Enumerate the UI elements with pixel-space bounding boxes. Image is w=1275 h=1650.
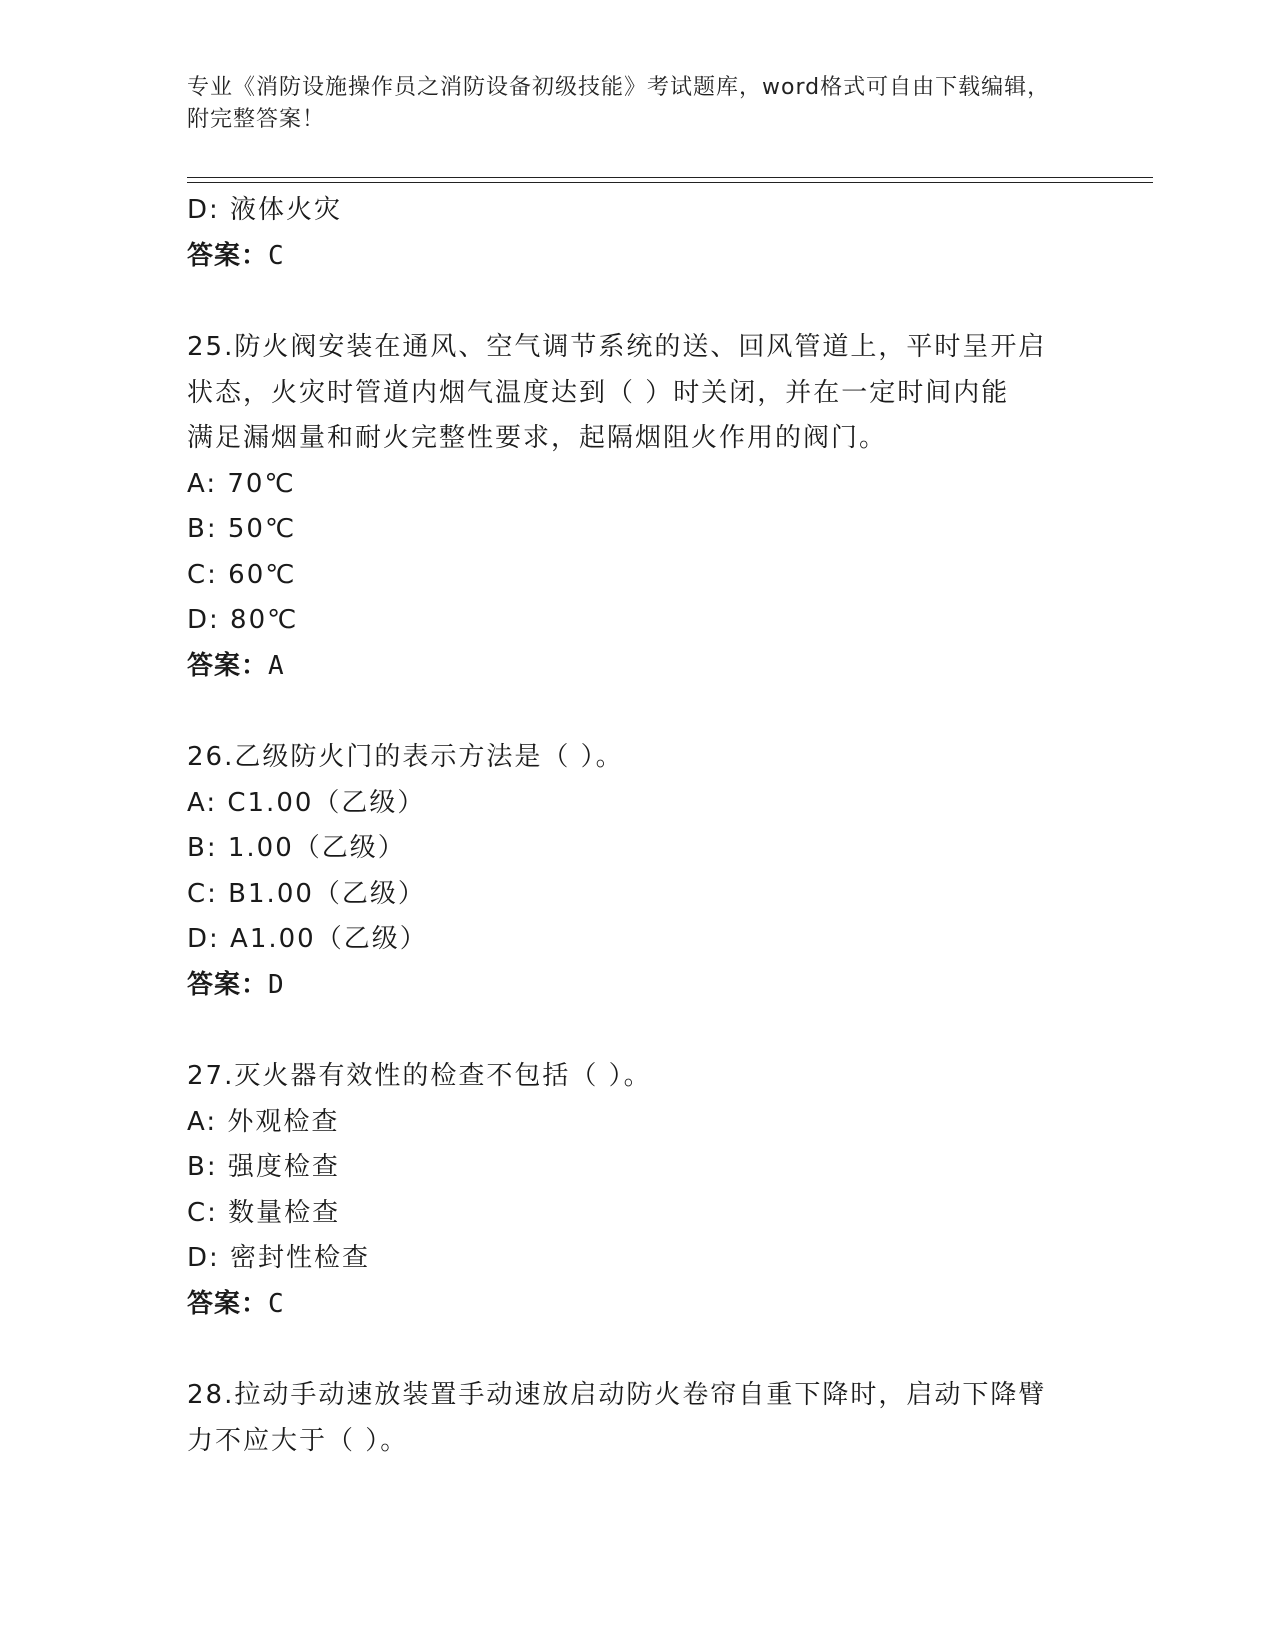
question-stem: 27.灭火器有效性的检查不包括（ ）。 xyxy=(187,1061,652,1091)
answer-value: A xyxy=(268,650,285,681)
answer-label: 答案： xyxy=(187,650,269,681)
question-stem: 26.乙级防火门的表示方法是（ ）。 xyxy=(187,742,624,772)
answer-line xyxy=(187,1282,1087,1328)
option-a: A: 外观检查 xyxy=(187,1106,340,1137)
header-divider-double xyxy=(187,182,1153,183)
header-divider xyxy=(187,177,1153,178)
answer-label: 答案： xyxy=(187,969,269,1000)
option-b: B: 1.00（乙级） xyxy=(187,833,406,863)
question-28 xyxy=(187,1373,1087,1464)
answer-label: 答案： xyxy=(187,1288,269,1319)
option-d: D: A1.00（乙级） xyxy=(187,924,428,954)
question-27 xyxy=(187,1054,1087,1327)
answer-line xyxy=(187,644,1087,690)
option-d: D: 液体火灾 xyxy=(187,195,343,225)
question-gap xyxy=(187,1008,1087,1054)
option-c: C: B1.00（乙级） xyxy=(187,878,426,909)
answer-label: 答案： xyxy=(187,240,269,271)
answer-value: C xyxy=(268,240,285,271)
answer-line xyxy=(187,234,1087,280)
question-26 xyxy=(187,735,1087,1008)
question-stem: 25.防火阀安装在通风、空气调节系统的送、回风管道上，平时呈开启 xyxy=(187,332,1047,362)
question-25 xyxy=(187,325,1087,689)
question-content xyxy=(187,188,1087,1464)
answer-line xyxy=(187,963,1087,1009)
question-stem: 28.拉动手动速放装置手动速放启动防火卷帘自重下降时，启动下降臂 xyxy=(187,1380,1047,1410)
answer-value: C xyxy=(268,1288,285,1319)
question-stem: 满足漏烟量和耐火完整性要求，起隔烟阻火作用的阀门。 xyxy=(187,423,888,453)
option-d: D: 80℃ xyxy=(187,605,299,635)
question-stem: 状态，火灾时管道内烟气温度达到（ ）时关闭，并在一定时间内能 xyxy=(187,377,1010,408)
question-stem: 力不应大于（ ）。 xyxy=(187,1425,409,1456)
question-gap xyxy=(187,1327,1087,1373)
option-c: C: 数量检查 xyxy=(187,1197,341,1228)
answer-value: D xyxy=(268,969,285,1000)
option-b: B: 50℃ xyxy=(187,514,297,544)
option-d: D: 密封性检查 xyxy=(187,1243,371,1273)
option-c: C: 60℃ xyxy=(187,559,297,590)
option-a: A: 70℃ xyxy=(187,468,296,499)
question-gap xyxy=(187,279,1087,325)
option-b: B: 强度检查 xyxy=(187,1152,340,1182)
option-a: A: C1.00（乙级） xyxy=(187,787,426,818)
question-gap xyxy=(187,689,1087,735)
page-header: 专业《消防设施操作员之消防设备初级技能》考试题库，word格式可自由下载编辑，附完整答案！ xyxy=(187,75,1051,132)
